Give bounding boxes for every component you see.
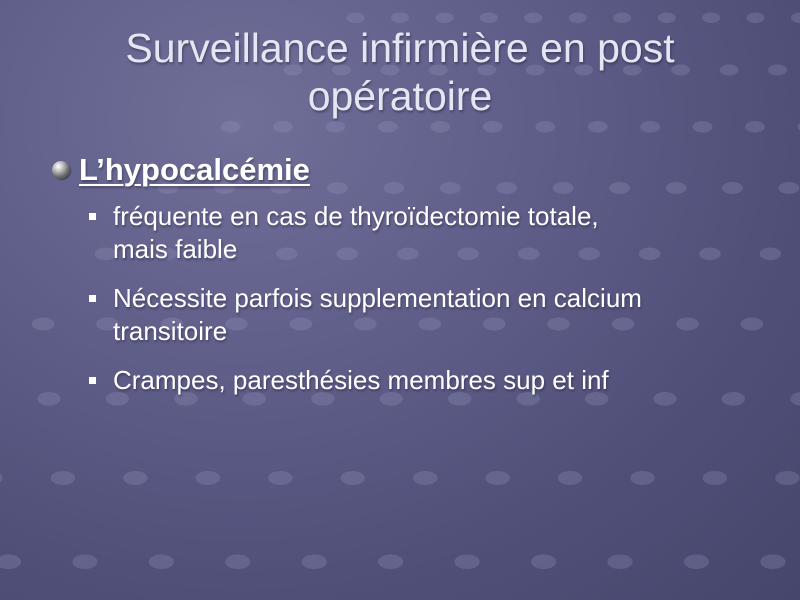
background-dot [779,182,800,194]
background-dot [640,121,660,133]
background-dot [347,12,365,23]
background-dot [413,471,437,485]
bullet-line: fréquente en cas de thyroïdectomie totale, [113,201,599,231]
bullet-line: Crampes, paresthésies membres sup et inf [113,365,609,395]
background-dot [435,12,453,23]
background-dot [588,121,608,133]
section-heading: L’hypocalcémie [79,152,310,187]
title-line: Surveillance infirmière en post [125,25,675,71]
heading-item [52,148,772,192]
bullet-item [52,200,772,266]
background-dot [658,12,676,23]
sphere-bullet-icon [52,161,70,179]
background-dot [0,555,21,570]
background-dot [630,471,654,485]
background-dot [613,12,631,23]
background-dot [531,555,556,570]
background-dot [558,471,582,485]
background-dot [745,121,765,133]
slide-title [0,24,800,120]
background-dot [760,555,785,570]
background-dot [268,471,292,485]
background-dot [391,12,409,23]
background-dot [483,121,503,133]
background-dot [341,471,365,485]
slide-content [52,148,772,413]
background-dot [607,555,632,570]
background-dot [378,555,403,570]
bullet-item [52,364,772,397]
bullet-line: transitoire [113,316,228,346]
background-dot [326,121,346,133]
background-dot [790,392,800,406]
background-dot [485,471,509,485]
background-dot [72,555,97,570]
background-dot [455,555,480,570]
title-line: opératoire [307,73,493,119]
background-dot [221,121,241,133]
bullet-line: Nécessite parfois supplementation en calcium [113,283,642,313]
background-dot [524,12,542,23]
background-dot [693,121,713,133]
background-dot [273,121,293,133]
background-dot [149,555,174,570]
square-bullet-icon [89,377,96,384]
background-dot [51,471,75,485]
background-dot [480,12,498,23]
background-dot [378,121,398,133]
bullet-list [52,200,772,397]
background-dot [535,121,555,133]
background-dot [196,471,220,485]
background-dot [0,471,3,485]
square-bullet-icon [89,213,96,220]
background-dot [702,12,720,23]
background-dot [430,121,450,133]
background-dot [123,471,147,485]
bullet-item [52,282,772,348]
background-dot [703,471,727,485]
background-dot [569,12,587,23]
square-bullet-icon [89,295,96,302]
background-dot [747,12,765,23]
background-dot [32,318,55,331]
background-dot [791,12,800,23]
background-dot [775,471,799,485]
background-dot [684,555,709,570]
bullet-line: mais faible [113,234,238,264]
background-dot [225,555,250,570]
background-dot [302,555,327,570]
